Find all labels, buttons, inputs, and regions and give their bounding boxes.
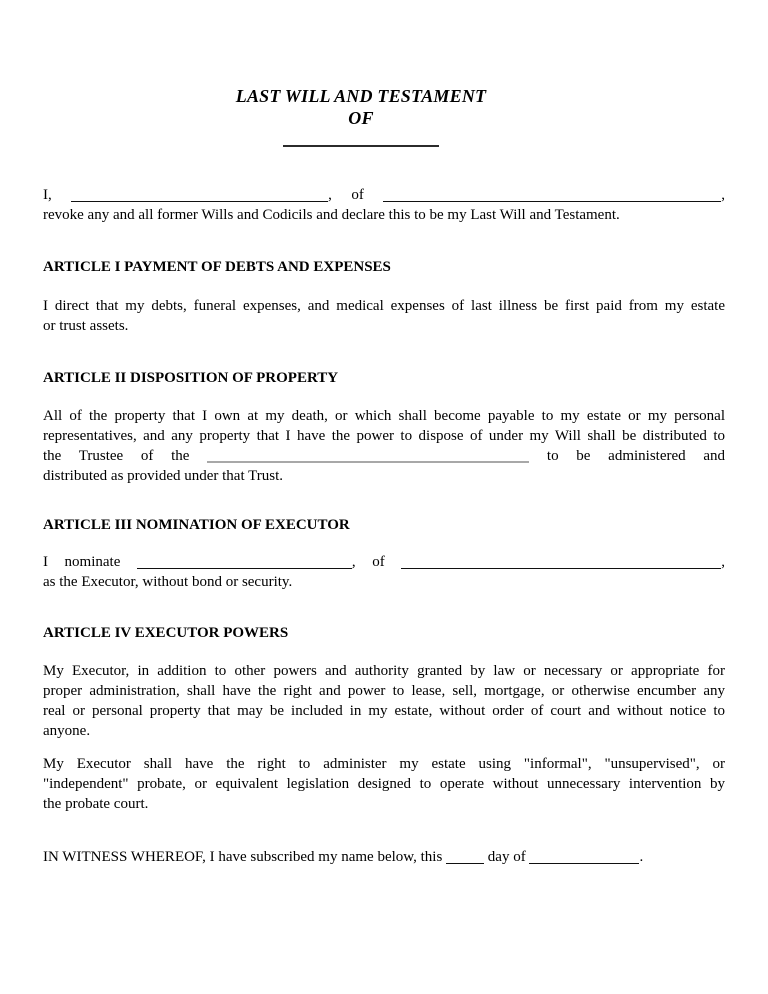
witness-end: . [639,849,644,865]
article-3-heading: ARTICLE III NOMINATION OF EXECUTOR [43,517,350,533]
article-2-body-line-2: representatives, and any property that I have the power to dispose of under my Will shall be distributed to [43,428,725,444]
article-4-para-2-line-2: "independent" probate, or equivalent legislation designed to operate without unnecessary intervention by [43,776,725,792]
article-1-body-line-1: I direct that my debts, funeral expenses, and medical expenses of last illness be first paid from my estate [43,298,725,314]
trust-name-blank-line [207,449,529,463]
witness-clause-line [43,847,725,867]
opening-end: , [721,187,726,203]
nominate-pre: I nominate [43,554,121,570]
article-1-heading: ARTICLE I PAYMENT OF DEBTS AND EXPENSES [43,259,391,275]
testator-name-blank-line [71,189,328,202]
day-blank-line [446,851,484,864]
article-3-body-line-2: as the Executor, without bond or security. [43,574,293,590]
opening-line-2: revoke any and all former Wills and Codicils and declare this to be my Last Will and Testament. [43,207,620,223]
article-4-para-1-line-1: My Executor, in addition to other powers and authority granted by law or necessary or appropriate for [43,663,725,679]
trustee-clause-post: to be administered and [546,448,726,464]
executor-name-blank-line [137,556,352,569]
article-4-para-2-line-1: My Executor shall have the right to administer my estate using "informal", "unsupervised", or [43,756,725,772]
article-3-body-line-1 [43,552,725,572]
witness-pre: IN WITNESS WHEREOF, I have subscribed my name below, this [43,849,443,865]
trustee-clause-pre: the Trustee of the [43,448,190,464]
article-1-body-line-2: or trust assets. [43,318,129,334]
nominate-end: , [721,554,725,570]
article-2-body-line-4: distributed as provided under that Trust. [43,468,283,484]
executor-residence-blank-line [401,556,721,569]
title-line-1: LAST WILL AND TESTAMENT [235,86,487,106]
witness-mid: day of [487,849,526,865]
nominate-mid: , of [351,554,385,570]
opening-line-1 [43,185,725,205]
article-4-para-1-line-3: real or personal property that may be included in my estate, without order of court and without notice to [43,703,725,719]
article-2-heading: ARTICLE II DISPOSITION OF PROPERTY [43,370,339,386]
month-blank-line [529,851,639,864]
article-2-body-line-1: All of the property that I own at my death, or which shall become payable to my estate or my personal [43,408,725,424]
article-4-para-1-line-4: anyone. [43,723,91,739]
article-4-para-1-line-2: proper administration, shall have the right and power to lease, sell, mortgage, or otherwise encumber any [43,683,725,699]
opening-mid: , of [328,187,364,203]
testator-name-title-blank-line [283,145,439,147]
testator-name-blank-wrap [43,145,679,147]
title-line-2: OF [348,108,374,128]
article-4-heading: ARTICLE IV EXECUTOR POWERS [43,625,289,641]
article-4-para-2-line-3: the probate court. [43,796,149,812]
opening-pre: I, [43,187,52,203]
article-2-body-line-3 [43,446,725,466]
testator-residence-blank-line [383,189,721,202]
document-title [43,85,679,129]
